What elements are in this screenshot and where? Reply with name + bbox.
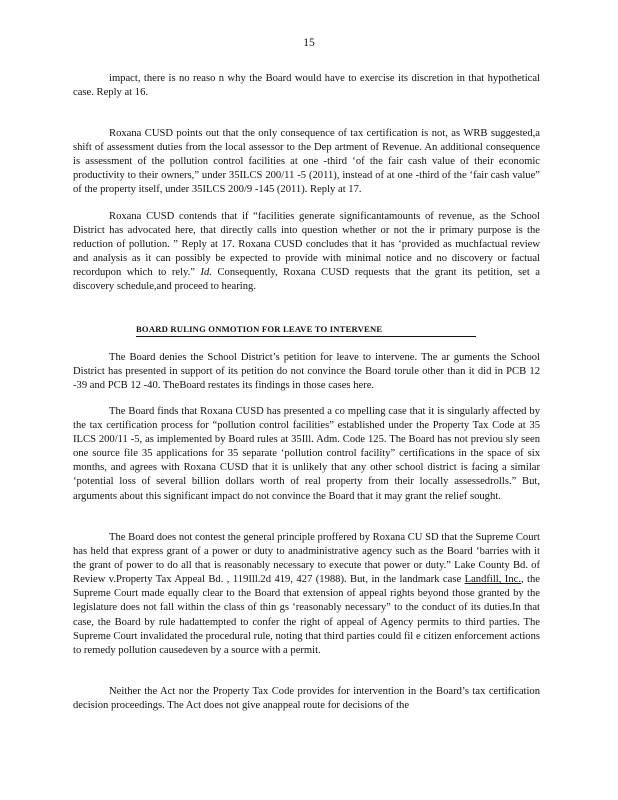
paragraph-1-text: impact, there is no reaso n why the Board would have to exercise its discretion in that hypothetical case. Reply at 16. bbox=[73, 73, 540, 99]
case-link-landfill[interactable]: Landfill, Inc. bbox=[464, 574, 521, 586]
paragraph-7-text: Neither the Act nor the Property Tax Code provides for intervention in the Board’s tax certification decision proceedings. The Act does not give anappeal route for decisions of the bbox=[73, 686, 540, 712]
paragraph-6 bbox=[73, 531, 540, 658]
paragraph-6-tail: , the Supreme Court made equally clear to the Board that extension of appeal rights beyond those granted by the legislature does not fall within the class of thin gs ‘reasonably necessary” to the conduct of its duties.In that case, the Board by rule hadattempted to confer the right of appeal of Agency permits to third parties. The Supreme Court invalidated the procedural rule, noting that third parties could fil e citizen enforcement actions to remedy pollution causedeven by a source with a permit. bbox=[73, 574, 541, 656]
paragraph-3 bbox=[73, 210, 540, 295]
paragraph-3-tail: Consequently, Roxana CUSD requests that the grant its petition, set a discovery schedule,and proceed to hearing. bbox=[73, 267, 541, 293]
paragraph-5 bbox=[73, 405, 540, 504]
paragraph-2 bbox=[73, 127, 540, 197]
paragraph-6-text: The Board does not contest the general principle proffered by Roxana CU SD that the Supreme Court has held that express grant of a power or duty to anadministrative agency such as the Board ‘barries with it the grant of power to do all that is reasonably necessary to execute that power or duty.” Lake County Bd. of Review v.Property Tax Appeal Bd. , 119Ill.2d 419, 427 (1988). But, in the landmark case bbox=[73, 532, 540, 586]
paragraph-5-text: The Board finds that Roxana CUSD has presented a co mpelling case that it is singularly affected by the tax certification process for “pollution control facilities” established under the Property Tax Code at 35 ILCS 200/11 -5, as implemented by Board rules at 35Ill. Adm. Code 125. The Board has not previou sly seen one source file 35 applications for 35 separate ‘pollution control facility” certifications in the space of six months, and agrees with Roxana CUSD that it is unlikely that any other school district is facing a similar ‘potential loss of several billion dollars worth of real property from their locally assessedrolls.” But, arguments about this significant impact do not convince the Board that it may grant the relief sought. bbox=[73, 406, 540, 502]
section-heading: BOARD RULING ONMOTION FOR LEAVE TO INTERVENE bbox=[136, 324, 476, 337]
paragraph-4-text: The Board denies the School District’s petition for leave to intervene. The ar guments the School District has presented in support of its petition do not convince the Board torule other than it did in PCB 12 -39 and PCB 12 -40. TheBoard restates its findings in those cases here. bbox=[73, 352, 540, 392]
paragraph-3-citation: Id. bbox=[200, 267, 212, 279]
paragraph-3-text: Roxana CUSD contends that if “facilities generate significantamounts of revenue, as the School District has advocated here, that directly calls into question whether or not the ir primary purpose is the reduction of pollution. ” Reply at 17. Roxana CUSD concludes that it has ‘provided as muchfactual review and analysis as it can possibly be expected to provide with minimal notice and no discovery or factual recordupon which to rely.” bbox=[73, 211, 540, 279]
paragraph-1 bbox=[73, 72, 540, 100]
paragraph-7 bbox=[73, 685, 540, 713]
paragraph-4 bbox=[73, 351, 540, 393]
page-number: 15 bbox=[303, 37, 315, 49]
paragraph-2-text: Roxana CUSD points out that the only consequence of tax certification is not, as WRB suggested,a shift of assessment duties from the local assessor to the Dep artment of Revenue. An additional consequence is assessment of the pollution control facilities at one -third ‘of the fair cash value of their economic productivity to their owners,” under 35ILCS 200/11 -5 (2011), instead of at one -third of the ‘fair cash value” of the property itself, under 35ILCS 200/9 -145 (2011). Reply at 17. bbox=[73, 128, 540, 196]
